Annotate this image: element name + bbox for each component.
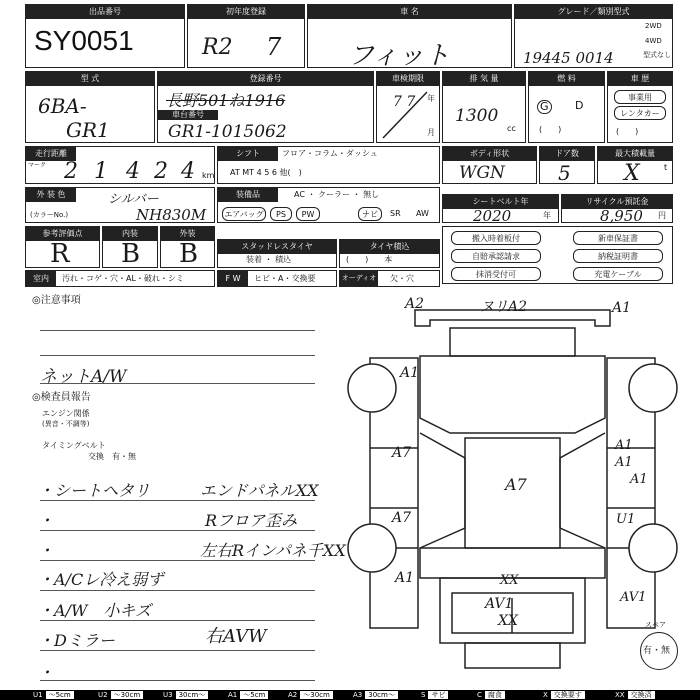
wheel-front-left [348, 364, 396, 412]
legend-x-key: X [540, 691, 551, 699]
equipment-label: 装備品 [218, 188, 278, 202]
doc-warranty: 新車保証書 [573, 231, 663, 245]
fuel-d: D [575, 99, 584, 112]
legend-a1 [225, 690, 268, 700]
note-1: ネットA/W [40, 367, 127, 387]
displacement-box [442, 71, 526, 143]
legend-u2-key: U2 [95, 691, 111, 699]
legend-a3-key: A3 [350, 691, 365, 699]
note-line-2 [40, 355, 315, 356]
legend-u3-val: 30cm～ [176, 691, 209, 699]
mileage-digit-3: 4 [126, 159, 140, 184]
color-no-label: (カラーNo.) [30, 211, 69, 219]
legend-a3-val: 30cm～ [365, 691, 398, 699]
mark-door-right-3: A1 [630, 472, 648, 487]
legend-a1-val: ～5cm [240, 691, 268, 699]
displacement-value: 1300 [455, 106, 499, 126]
capacity-value: X [624, 161, 640, 186]
use-history-box [607, 71, 673, 143]
legend-s-key: S [418, 691, 428, 699]
doc-plate: 搬入時着板付 [451, 231, 541, 245]
inspection-month-unit: 月 [427, 128, 435, 137]
mark-door-left-2: A7 [392, 510, 412, 526]
plate-box [157, 71, 374, 143]
legend-xx [612, 690, 655, 700]
inspect-item-3-left: ・ [38, 541, 55, 560]
car-name-label: 車 名 [308, 5, 511, 19]
use-history-label: 車 歴 [608, 72, 672, 86]
inspect-line-6 [40, 650, 315, 651]
legend-u2 [95, 690, 143, 700]
model-type-line1: 6BA- [38, 94, 87, 118]
spare-options-text: 有・無 [643, 646, 671, 656]
legend-u1-val: ～5cm [46, 691, 74, 699]
color-label: 外 装 色 [26, 188, 76, 202]
grade-box [514, 4, 673, 68]
equipment-box [217, 187, 440, 223]
use-business: 事業用 [614, 90, 666, 104]
lot-number-box [25, 4, 185, 68]
studless-box [217, 239, 337, 268]
inspection-label: 車検期限 [377, 72, 439, 86]
legend-u1-key: U1 [30, 691, 46, 699]
first-registration-month: 7 [266, 33, 282, 61]
room-box [25, 270, 215, 287]
equip-ps: PS [270, 207, 292, 221]
inspect-line-2 [40, 530, 315, 531]
inspect-item-4-left: ・A/Cレ冷え弱ず [38, 570, 164, 589]
doc-insurance: 自賠承認請求 [451, 249, 541, 263]
inspect-line-5 [40, 620, 315, 621]
mark-door-right-1: A1 [615, 438, 633, 453]
inspect-item-5-left: ・A/W 小キズ [38, 601, 152, 620]
model-type-label: 型 式 [26, 72, 154, 86]
drive-none: 型式なし [643, 51, 671, 59]
inspection-year-unit: 年 [427, 94, 435, 103]
mark-front-right: A1 [612, 300, 632, 316]
exterior-label: 外装 [161, 227, 214, 241]
timing-options: 交換 有・無 [88, 452, 136, 461]
engine-sub: (異音・不調等) [42, 420, 90, 428]
legend-a1-key: A1 [225, 691, 240, 699]
inspect-item-2-right: Rフロア歪み [205, 511, 298, 530]
fuel-box [528, 71, 605, 143]
inspection-value: 7 7 [393, 94, 416, 110]
note-line-3 [40, 383, 315, 384]
mark-fender-left: A1 [400, 365, 420, 381]
legend-xx-val: 交換済 [628, 691, 655, 699]
wheel-rear-right [629, 524, 677, 572]
studless-label: スタッドレスタイヤ [218, 240, 336, 254]
lot-number-value: SY0051 [34, 25, 134, 56]
interior-label: 内装 [103, 227, 157, 241]
mark-rear-xx: XX [500, 573, 519, 588]
shift-options-2: AT MT 4 5 6 他( ) [230, 168, 302, 177]
notes-title: ◎注意事項 [32, 295, 81, 306]
shift-box [217, 146, 440, 184]
legend-s-val: サビ [428, 691, 448, 699]
exterior-value: B [179, 239, 199, 269]
plate-label: 登録番号 [158, 72, 373, 86]
doors-box [539, 146, 595, 184]
fw-box [217, 270, 337, 287]
inspection-box [376, 71, 440, 143]
timing-label: タイミングベルト [42, 441, 106, 450]
mileage-digit-4: 2 [154, 159, 168, 184]
inspect-line-4 [40, 590, 315, 591]
first-registration-era: R2 [202, 35, 233, 60]
drive-4wd: 4WD [645, 37, 662, 45]
doors-value: 5 [558, 161, 571, 185]
legend-c [474, 690, 505, 700]
mileage-digit-2: 1 [94, 159, 108, 184]
inspect-line-3 [40, 560, 315, 561]
legend-a2-val: ～30cm [300, 691, 333, 699]
seatbelt-box [442, 194, 559, 223]
mark-bumper-xx: XX [498, 613, 518, 629]
fw-options: ヒビ・A・交換要 [254, 274, 316, 283]
chassis-label: 車台番号 [158, 110, 218, 120]
capacity-label: 最大積載量 [598, 147, 672, 161]
color-no-value: NH830M [136, 206, 207, 224]
wheel-rear-left [348, 524, 396, 572]
body-label: ボディ形状 [443, 147, 536, 161]
mark-roof: A7 [505, 475, 527, 494]
inspect-line-7 [40, 680, 315, 681]
equip-pw: PW [296, 207, 320, 221]
mark-front-center: ヌリA2 [480, 299, 528, 315]
interior-value: B [121, 239, 141, 269]
mark-front-left: A2 [405, 296, 425, 312]
doors-label: ドア数 [540, 147, 594, 161]
color-box [25, 187, 215, 223]
mileage-mark: マーク [28, 162, 47, 169]
recycle-label: リサイクル預託金 [562, 195, 672, 209]
capacity-box [597, 146, 673, 184]
body-value: WGN [459, 163, 505, 183]
use-paren: ( ) [616, 127, 639, 136]
model-type-line2: GR1 [66, 118, 110, 142]
legend-u1 [30, 690, 74, 700]
doc-cable: 充電ケーブル [573, 267, 663, 281]
legend-u3-key: U3 [160, 691, 176, 699]
fuel-paren: ( ) [539, 125, 562, 134]
grade-value: 19445 0014 [523, 49, 614, 67]
mark-rear-right-u1: U1 [616, 512, 636, 527]
plate-value: 長野501ね1916 [166, 91, 286, 110]
mark-rear-left: A1 [395, 570, 415, 586]
evaluation-value: R [50, 239, 70, 269]
inspect-item-2-left: ・ [38, 511, 55, 530]
mileage-digit-5: 4 [181, 159, 195, 184]
doc-tax: 納税証明書 [573, 249, 663, 263]
audio-options: 欠・穴 [390, 274, 414, 283]
mark-door-left-1: A7 [392, 445, 412, 461]
fuel-label: 燃 料 [529, 72, 604, 86]
interior-box [102, 226, 158, 268]
legend-c-val: 腐食 [485, 691, 505, 699]
recycle-unit: 円 [658, 211, 666, 220]
first-registration-label: 初年度登録 [188, 5, 304, 19]
model-type-box [25, 71, 155, 143]
car-name-box [307, 4, 512, 71]
studless-options: 装着 ・ 積込 [246, 255, 292, 264]
evaluation-label: 参考評価点 [26, 227, 99, 241]
inspect-line-1 [40, 500, 315, 501]
seatbelt-unit: 年 [543, 211, 551, 220]
legend-a2 [285, 690, 333, 700]
fuel-g: G [537, 100, 552, 114]
legend-x-val: 交換要す [551, 691, 585, 699]
note-line-1 [40, 330, 315, 331]
fw-label: F W [218, 271, 248, 286]
inspect-item-6-left: ・Dミラー [38, 631, 115, 650]
legend-xx-key: XX [612, 691, 628, 699]
equipment-line1: AC ・ クーラー ・ 無し [294, 190, 380, 199]
legend-u3 [160, 690, 208, 700]
equip-aw: AW [416, 209, 429, 218]
inspect-item-7-left: ・ [38, 663, 55, 682]
lot-number-label: 出品番号 [26, 5, 184, 19]
inspect-item-1-left: ・シートヘタリ [38, 481, 151, 500]
doc-cancel: 抹消受付可 [451, 267, 541, 281]
documents-box [442, 226, 673, 284]
equip-navi: ナビ [358, 207, 382, 221]
legend-c-key: C [474, 691, 485, 699]
inspect-item-3-right: 左右Rインパネ千XX [200, 541, 346, 560]
displacement-unit: cc [507, 124, 516, 133]
tire-box [339, 239, 440, 268]
equip-airbag: エアバッグ [222, 207, 266, 221]
first-registration-box [187, 4, 305, 68]
legend-a3 [350, 690, 398, 700]
capacity-unit: t [664, 163, 668, 172]
mileage-label: 走行距離 [26, 147, 76, 161]
recycle-box [561, 194, 673, 223]
tire-values: ( ) 本 [346, 255, 393, 264]
wheel-front-right [629, 364, 677, 412]
body-box [442, 146, 537, 184]
room-options: 汚れ・コゲ・穴・AL・破れ・シミ [62, 274, 184, 283]
audio-label: オーディオ [340, 271, 378, 286]
displacement-label: 排 気 量 [443, 72, 525, 86]
mileage-box [25, 146, 215, 184]
drive-2wd: 2WD [645, 22, 662, 30]
legend-s [418, 690, 448, 700]
mark-rear-right-av1: AV1 [620, 590, 647, 605]
grade-label: グレード／類別型式 [515, 5, 672, 19]
exterior-box [160, 226, 215, 268]
legend-x [540, 690, 585, 700]
mileage-unit: km [202, 171, 215, 180]
shift-label: シフト [218, 147, 278, 161]
color-value: シルバー [108, 192, 159, 207]
mileage-digit-1: 2 [64, 159, 78, 184]
mark-door-right-2: A1 [615, 455, 633, 470]
spare-label: スペア [645, 621, 666, 629]
legend-a2-key: A2 [285, 691, 300, 699]
chassis-value: GR1-1015062 [168, 122, 287, 142]
seatbelt-label: シートベルト年 [443, 195, 558, 209]
recycle-value: 8,950 [600, 207, 643, 225]
shift-options: フロア・コラム・ダッシュ [282, 149, 378, 158]
tire-label: タイヤ積込 [340, 240, 439, 254]
room-label: 室内 [26, 271, 56, 286]
evaluation-box [25, 226, 100, 268]
use-rental: レンタカー [614, 106, 666, 120]
equip-sr: SR [390, 209, 401, 218]
engine-label: エンジン関係 [42, 409, 90, 418]
mark-tailgate: AV1 [485, 596, 514, 612]
audio-box [339, 270, 440, 287]
legend-u2-val: ～30cm [111, 691, 144, 699]
inspect-item-6-right: 右AVW [205, 626, 267, 647]
inspector-title: ◎検査員報告 [32, 392, 91, 403]
car-name-value: フィット [348, 41, 450, 71]
seatbelt-value: 2020 [473, 207, 512, 225]
inspect-item-1-right: エンドパネルXX [200, 481, 319, 500]
